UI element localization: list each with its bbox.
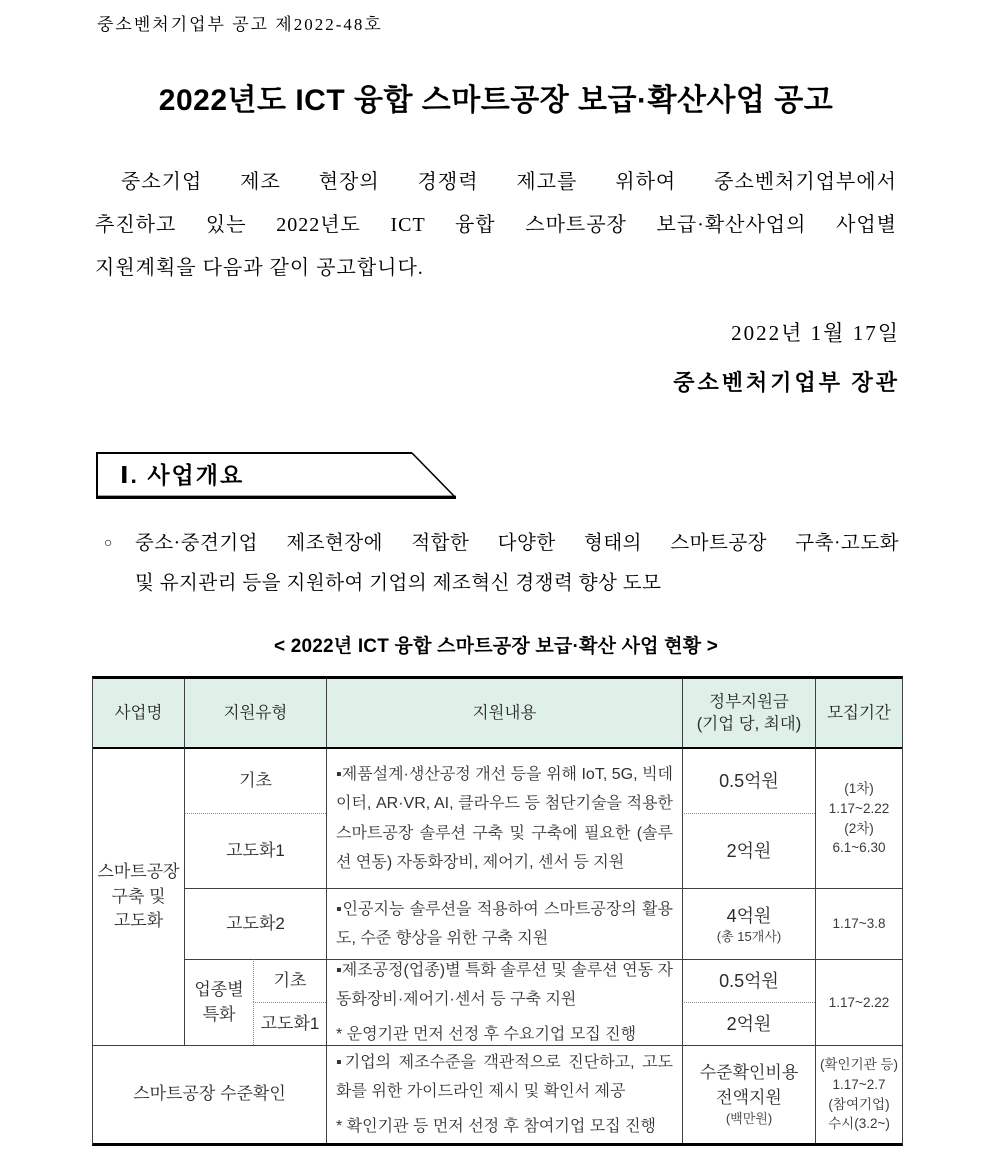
text-line: (1차) <box>844 781 874 797</box>
cell-group-industry <box>184 959 253 1045</box>
header-cell-period: 모집기간 <box>815 679 902 747</box>
text-line: 특화 <box>202 1004 236 1024</box>
cell-period-build <box>815 747 902 888</box>
cell-type-adv1: 고도화1 <box>184 813 326 888</box>
overview-line: 중소·중견기업 제조현장에 적합한 다양한 형태의 스마트공장 구축·고도화 <box>135 533 899 554</box>
text-line: (참여기업) <box>828 1096 890 1112</box>
text-line: 전액지원 <box>716 1088 782 1108</box>
cell-type-basic: 기초 <box>184 747 326 813</box>
text-line: 고도화 <box>113 911 164 931</box>
text-line: 6.1~6.30 <box>832 840 886 856</box>
bullet-paragraph: ▪기업의 제조수준을 객관적으로 진단하고, 고도화를 위한 가이드라인 제시 및 확인서 제공 <box>336 1054 673 1101</box>
overview-line: 및 유지관리 등을 지원하여 기업의 제조혁신 경쟁력 향상 도모 <box>135 573 662 594</box>
text-line: 1.17~2.22 <box>828 800 890 816</box>
cell-period-industry: 1.17~2.22 <box>815 959 902 1045</box>
text-line: (기업 당, 최대) <box>696 715 802 733</box>
intro-line: 추진하고 있는 2022년도 ICT 융합 스마트공장 보급·확산사업의 사업별 <box>95 214 897 236</box>
date-signature-block <box>0 314 900 403</box>
cell-content-build <box>326 747 682 888</box>
intro-line: 중소기업 제조 현장의 경쟁력 제고를 위하여 중소벤처기업부에서 <box>121 171 897 193</box>
text-line: (확인기관 등) <box>820 1057 898 1073</box>
cell-period-adv2: 1.17~3.8 <box>815 888 902 959</box>
header-cell-support-type: 지원유형 <box>184 679 326 747</box>
text-line: 4억원 <box>726 905 772 926</box>
intro-line: 지원계획을 다음과 같이 공고합니다. <box>95 257 424 279</box>
cell-level-check-name: 스마트공장 수준확인 <box>93 1045 326 1143</box>
document-page <box>0 10 992 1164</box>
text-line: 정부지원금 <box>709 692 789 711</box>
cell-type-industry-basic: 기초 <box>253 959 326 1002</box>
table-caption: < 2022년 ICT 융합 스마트공장 보급·확산 사업 현황 > <box>273 636 719 657</box>
cell-period-level-check <box>815 1045 902 1143</box>
text-line: (총 15개사) <box>716 928 782 944</box>
text-line: 업종별 <box>194 979 244 999</box>
bullet-paragraph: ▪제품설계·생산공정 개선 등을 위해 IoT, 5G, 빅데이터, AR·VR, AI, 클라우드 등 첨단기술을 적용한 스마트공장 솔루션 구축 및 구축에 필요한 (솔루션 연동) 자동화장비, 제어기, 센서 등 지원 <box>336 766 673 871</box>
minister-signature: 중소벤처기업부 장관 <box>673 370 900 395</box>
cell-grant-level-check <box>682 1045 815 1143</box>
text-line: (백만원) <box>725 1110 773 1126</box>
bullet-paragraph: ▪제조공정(업종)별 특화 솔루션 및 솔루션 연동 자동화장비·제어기·센서 등 구축 지원 <box>336 962 673 1009</box>
cell-grant-industry-basic: 0.5억원 <box>682 959 815 1002</box>
text-line: 구축 및 <box>111 886 166 906</box>
bullet-paragraph: ▪인공지능 솔루션을 적용하여 스마트공장의 활용도, 수준 향상을 위한 구축 지원 <box>336 900 673 947</box>
section-banner <box>96 451 458 499</box>
cell-grant-basic: 0.5억원 <box>682 747 815 813</box>
text-line: 스마트공장 <box>97 862 180 882</box>
cell-grant-industry-adv1: 2억원 <box>682 1002 815 1045</box>
document-title: 2022년도 ICT 융합 스마트공장 보급·확산사업 공고 <box>158 84 834 117</box>
cell-content-ai <box>326 888 682 959</box>
note-line: * 확인기관 등 먼저 선정 후 참여기업 모집 진행 <box>336 1117 656 1135</box>
circle-bullet-icon: ○ <box>104 536 113 551</box>
program-status-table <box>92 676 903 1146</box>
text-line: (2차) <box>844 820 874 836</box>
cell-group-smart-factory <box>93 747 184 1045</box>
cell-grant-adv1: 2억원 <box>682 813 815 888</box>
cell-content-level-check <box>326 1045 682 1143</box>
note-line: * 운영기관 먼저 선정 후 수요기업 모집 진행 <box>336 1025 637 1043</box>
header-cell-support-content: 지원내용 <box>326 679 682 747</box>
text-line: 1.17~2.7 <box>832 1076 886 1092</box>
cell-grant-adv2 <box>682 888 815 959</box>
announcement-date: 2022년 1월 17일 <box>731 321 900 345</box>
notice-number: 중소벤처기업부 공고 제2022-48호 <box>97 15 383 34</box>
cell-content-industry <box>326 959 682 1045</box>
section-title: Ⅰ. 사업개요 <box>120 462 245 489</box>
text-line: 수시(3.2~) <box>828 1116 890 1132</box>
header-cell-business-name: 사업명 <box>93 679 184 747</box>
cell-type-adv2: 고도화2 <box>184 888 326 959</box>
cell-type-industry-adv1: 고도화1 <box>253 1002 326 1045</box>
overview-bullet-item <box>104 524 899 604</box>
intro-paragraph <box>95 161 897 290</box>
overview-text <box>135 524 899 604</box>
header-cell-grant <box>682 679 815 747</box>
text-line: 수준확인비용 <box>699 1063 799 1083</box>
